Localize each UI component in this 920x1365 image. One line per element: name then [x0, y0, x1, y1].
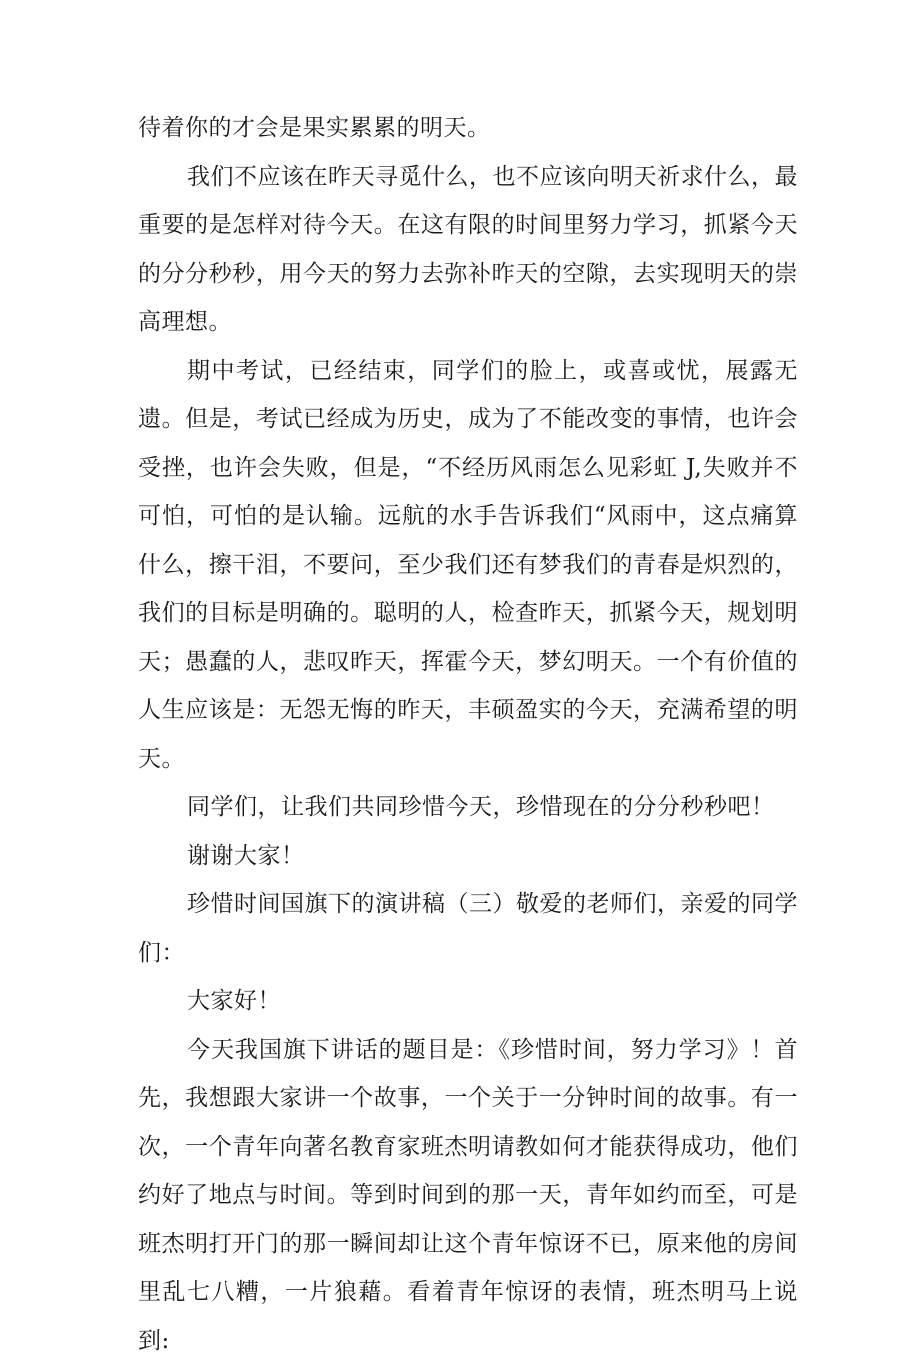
paragraph-thanks: 谢谢大家！ [138, 832, 798, 881]
paragraph-midterm-exam: 期中考试，已经结束，同学们的脸上，或喜或忧，展露无遗。但是，考试已经成为历史，成为了不能改变的事情，也许会受挫，也许会失败，但是，“不经历风雨怎么见彩虹 J,失败并不可怕，可怕的是认输。远航的水手告诉我们“风雨中，这点痛算什么，擦干泪，不要问，至少我们还有梦我们的青春是炽烈的，我们的目标是明确的。聪明的人，检查昨天，抓紧今天，规划明天；愚蠢的人，悲叹昨天，挥霍今天，梦幻明天。一个有价值的人生应该是：无怨无悔的昨天，丰硕盈实的今天，充满希望的明天。 [138, 347, 798, 784]
paragraph-cherish-today: 我们不应该在昨天寻觅什么，也不应该向明天祈求什么，最重要的是怎样对待今天。在这有限的时间里努力学习，抓紧今天的分分秒秒，用今天的努力去弥补昨天的空隙，去实现明天的崇高理想。 [138, 153, 798, 347]
paragraph-call-to-action: 同学们，让我们共同珍惜今天，珍惜现在的分分秒秒吧！ [138, 783, 798, 832]
paragraph-story: 今天我国旗下讲话的题目是：《珍惜时间，努力学习》！首先，我想跟大家讲一个故事，一个关于一分钟时间的故事。有一次，一个青年向著名教育家班杰明请教如何才能获得成功，他们约好了地点与时间。等到时间到的那一天，青年如约而至，可是班杰明打开门的那一瞬间却让这个青年惊讶不已，原来他的房间里乱七八糟，一片狼藉。看着青年惊讶的表情，班杰明马上说到: [138, 1026, 798, 1365]
paragraph-continuation: 待着你的才会是果实累累的明天。 [138, 104, 798, 153]
paragraph-greeting: 大家好！ [138, 977, 798, 1026]
document-body [138, 104, 798, 1365]
speech-heading: 珍惜时间国旗下的演讲稿（三）敬爱的老师们，亲爱的同学们： [138, 880, 798, 977]
